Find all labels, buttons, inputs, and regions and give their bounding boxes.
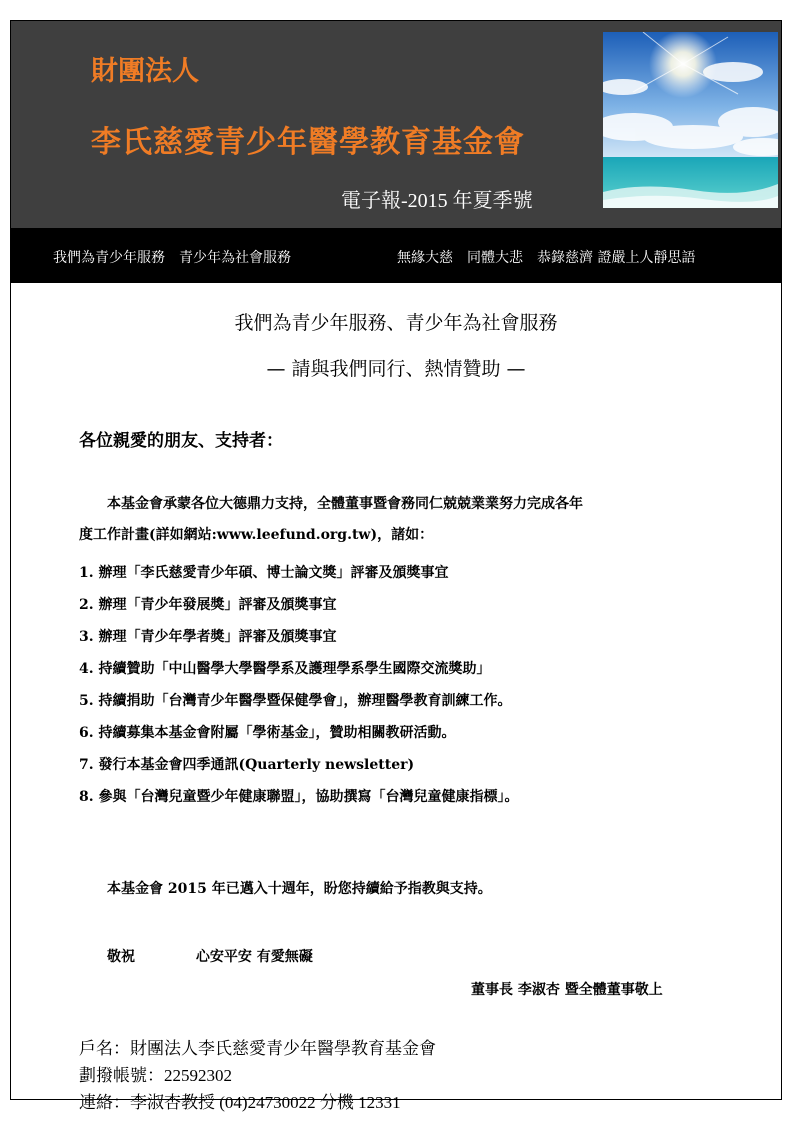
contact-info: 連絡：李淑杏教授 (04)24730022 分機 12331 <box>79 1093 401 1112</box>
list-item: 5. 持續捐助「台灣青少年醫學暨保健學會」，辦理醫學教育訓練工作。 <box>79 693 512 709</box>
list-item: 2. 辦理「青少年發展獎」評審及頒獎事宜 <box>79 597 337 613</box>
regards-line <box>107 946 313 966</box>
intro-line-2: 度工作計畫(詳如網站:www.leefund.org.tw)，諸如： <box>79 527 434 543</box>
sky-sea-photo <box>603 32 778 208</box>
header-banner <box>11 21 781 228</box>
intro-paragraph <box>79 489 759 551</box>
org-type-title: 財團法人 <box>91 56 199 87</box>
regards-wish: 心安平安 有愛無礙 <box>195 949 313 965</box>
greeting: 各位親愛的朋友、支持者： <box>79 431 283 451</box>
regards-label: 敬祝 <box>107 949 135 965</box>
account-number: 劃撥帳號：22592302 <box>79 1066 232 1085</box>
list-item: 6. 持續募集本基金會附屬「學術基金」，贊助相關教研活動。 <box>79 725 456 741</box>
list-item: 1. 辦理「李氏慈愛青少年碩、博士論文獎」評審及頒獎事宜 <box>79 565 449 581</box>
org-name-title: 李氏慈愛青少年醫學教育基金會 <box>91 125 525 160</box>
list-item: 4. 持續贊助「中山醫學大學醫學系及護理學系學生國際交流獎助」 <box>79 661 491 677</box>
slogan-band <box>11 228 781 283</box>
newsletter-page <box>10 20 782 1112</box>
intro-line-1: 本基金會承蒙各位大德鼎力支持，全體董事暨會務同仁兢兢業業努力完成各年 <box>107 496 583 512</box>
donation-account-info <box>79 1035 436 1116</box>
list-item: 3. 辦理「青少年學者獎」評審及頒獎事宜 <box>79 629 337 645</box>
account-name: 戶名：財團法人李氏慈愛青少年醫學教育基金會 <box>79 1039 436 1058</box>
sub-title: — 請與我們同行、熱情贊助 — <box>266 358 526 380</box>
list-item: 7. 發行本基金會四季通訊(Quarterly newsletter) <box>79 757 415 773</box>
main-title: 我們為青少年服務、青少年為社會服務 <box>234 312 558 334</box>
list-item: 8. 參與「台灣兒童暨少年健康聯盟」，協助撰寫「台灣兒童健康指標」。 <box>79 789 519 805</box>
slogan-left: 我們為青少年服務 青少年為社會服務 <box>53 250 291 266</box>
issue-label: 電子報-2015 年夏季號 <box>341 190 533 212</box>
closing-sentence: 本基金會 2015 年已邁入十週年，盼您持續給予指教與支持。 <box>107 881 492 897</box>
work-plan-list <box>79 557 519 813</box>
signature: 董事長 李淑杏 暨全體董事敬上 <box>471 982 663 998</box>
slogan-right: 無緣大慈 同體大悲 恭錄慈濟 證嚴上人靜思語 <box>397 250 696 266</box>
